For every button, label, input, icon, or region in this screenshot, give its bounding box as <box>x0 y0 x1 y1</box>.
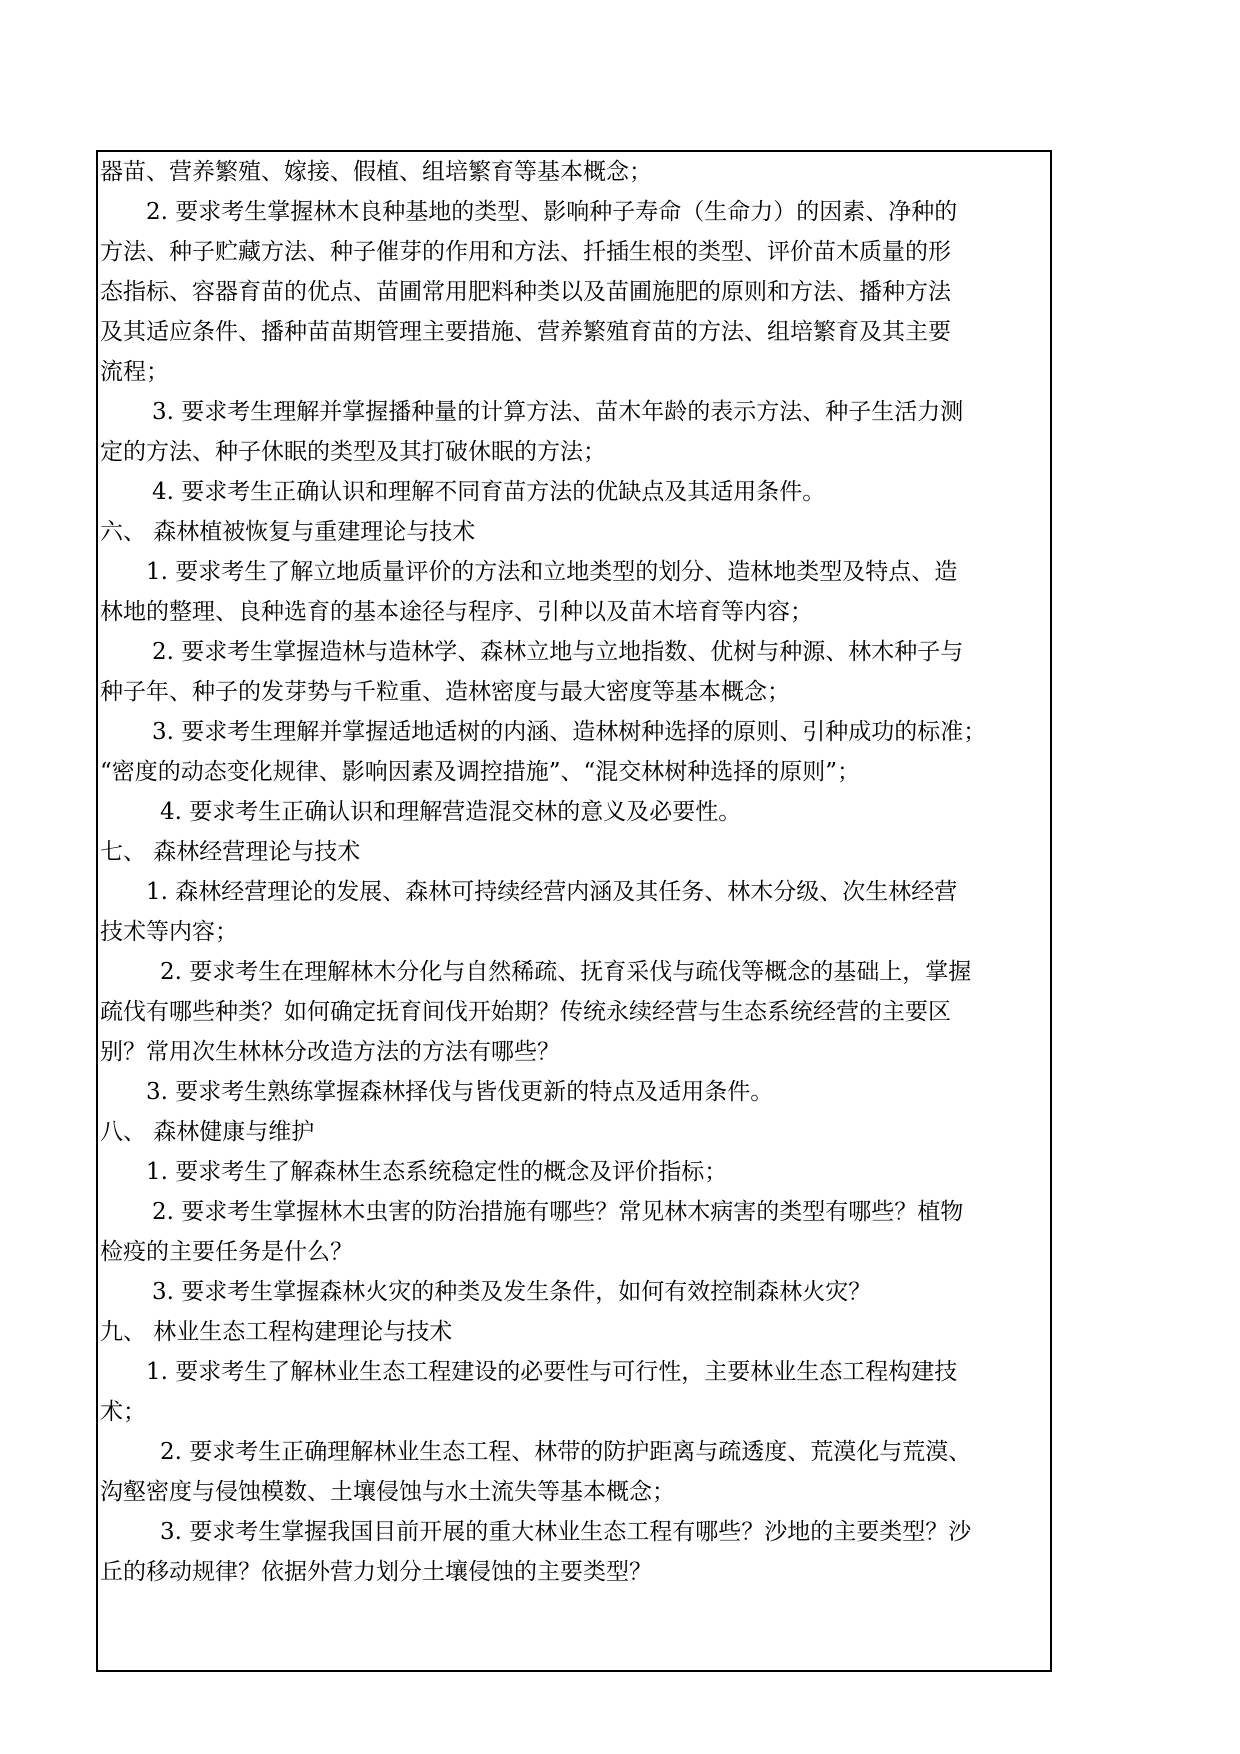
section-heading: 八、 森林健康与维护 <box>100 1119 315 1145</box>
section-heading: 七、 森林经营理论与技术 <box>100 839 361 865</box>
text-line: 2. 要求考生掌握林木良种基地的类型、影响种子寿命（生命力）的因素、净种的 <box>146 199 958 225</box>
text-line: 1. 森林经营理论的发展、森林可持续经营内涵及其任务、林木分级、次生林经营 <box>146 879 958 905</box>
text-line: 技术等内容； <box>100 919 238 945</box>
text-line: 检疫的主要任务是什么？ <box>100 1239 353 1265</box>
text-line: 3. 要求考生理解并掌握播种量的计算方法、苗木年龄的表示方法、种子生活力测 <box>152 399 964 425</box>
text-line: 态指标、容器育苗的优点、苗圃常用肥料种类以及苗圃施肥的原则和方法、播种方法 <box>100 279 951 305</box>
section-heading: 九、 林业生态工程构建理论与技术 <box>100 1319 453 1345</box>
text-line: 3. 要求考生掌握我国目前开展的重大林业生态工程有哪些？沙地的主要类型？沙 <box>160 1519 972 1545</box>
text-line: 4. 要求考生正确认识和理解不同育苗方法的优缺点及其适用条件。 <box>152 479 826 505</box>
text-line: 种子年、种子的发芽势与千粒重、造林密度与最大密度等基本概念； <box>100 679 790 705</box>
text-line: 及其适应条件、播种苗苗期管理主要措施、营养繁殖育苗的方法、组培繁育及其主要 <box>100 319 951 345</box>
text-line: 方法、种子贮藏方法、种子催芽的作用和方法、扦插生根的类型、评价苗木质量的形 <box>100 239 951 265</box>
text-line: 别？常用次生林林分改造方法的方法有哪些？ <box>100 1039 560 1065</box>
text-line: 3. 要求考生掌握森林火灾的种类及发生条件，如何有效控制森林火灾？ <box>152 1279 872 1305</box>
text-line: 术； <box>100 1399 146 1425</box>
text-line: 流程； <box>100 359 169 385</box>
text-line: 器苗、营养繁殖、嫁接、假植、组培繁育等基本概念； <box>100 159 652 185</box>
text-line: 3. 要求考生熟练掌握森林择伐与皆伐更新的特点及适用条件。 <box>146 1079 774 1105</box>
text-line: 定的方法、种子休眠的类型及其打破休眠的方法； <box>100 439 606 465</box>
text-line: 沟壑密度与侵蚀模数、土壤侵蚀与水土流失等基本概念； <box>100 1479 675 1505</box>
section-heading: 六、 森林植被恢复与重建理论与技术 <box>100 519 476 545</box>
text-line: 2. 要求考生正确理解林业生态工程、林带的防护距离与疏透度、荒漠化与荒漠、 <box>160 1439 972 1465</box>
text-line: 1. 要求考生了解林业生态工程建设的必要性与可行性，主要林业生态工程构建技 <box>146 1359 958 1385</box>
text-line: 2. 要求考生掌握林木虫害的防治措施有哪些？常见林木病害的类型有哪些？植物 <box>152 1199 964 1225</box>
text-line: 1. 要求考生了解立地质量评价的方法和立地类型的划分、造林地类型及特点、造 <box>146 559 958 585</box>
text-line: 丘的移动规律？依据外营力划分土壤侵蚀的主要类型？ <box>100 1559 652 1585</box>
text-line: 3. 要求考生理解并掌握适地适树的内涵、造林树种选择的原则、引种成功的标准； <box>152 719 987 745</box>
text-line: 林地的整理、良种选育的基本途径与程序、引种以及苗木培育等内容； <box>100 599 813 625</box>
text-line: “密度的动态变化规律、影响因素及调控措施”、“混交林树种选择的原则”； <box>100 759 861 785</box>
text-line: 4. 要求考生正确认识和理解营造混交林的意义及必要性。 <box>160 799 742 825</box>
text-line: 1. 要求考生了解森林生态系统稳定性的概念及评价指标； <box>146 1159 728 1185</box>
text-line: 2. 要求考生掌握造林与造林学、森林立地与立地指数、优树与种源、林木种子与 <box>152 639 964 665</box>
text-line: 疏伐有哪些种类？如何确定抚育间伐开始期？传统永续经营与生态系统经营的主要区 <box>100 999 951 1025</box>
document-body <box>100 152 1044 1592</box>
text-line: 2. 要求考生在理解林木分化与自然稀疏、抚育采伐与疏伐等概念的基础上，掌握 <box>160 959 972 985</box>
